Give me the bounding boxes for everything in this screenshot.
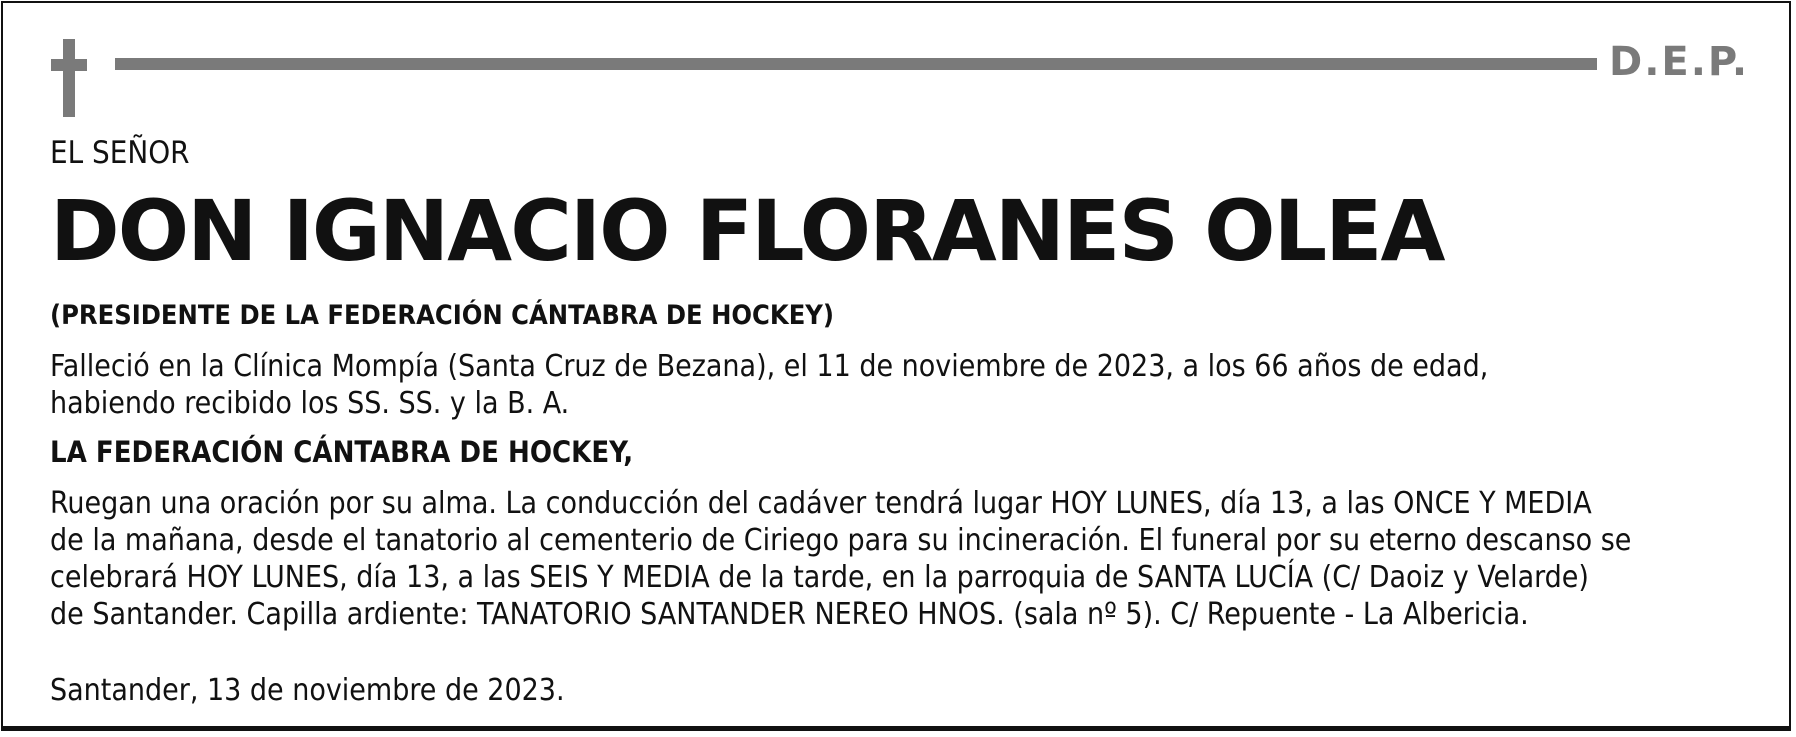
organization-name: LA FEDERACIÓN CÁNTABRA DE HOCKEY,: [50, 435, 634, 469]
place-date: Santander, 13 de noviembre de 2023.: [50, 673, 565, 708]
header-rule: [115, 58, 1597, 70]
death-paragraph: [50, 348, 1488, 422]
cross-icon: [51, 39, 87, 117]
details-line: celebrará HOY LUNES, día 13, a las SEIS Y MEDIA de la tarde, en la parroquia de SANTA LUCÍA (C/ Daoiz y Velarde): [50, 560, 1589, 595]
details-paragraph: [50, 485, 1631, 633]
obituary-notice: [1, 1, 1791, 731]
details-line: de la mañana, desde el tanatorio al cementerio de Ciriego para su incineración. El funeral por su eterno descanso se: [50, 523, 1632, 558]
death-line: habiendo recibido los SS. SS. y la B. A.: [50, 386, 570, 421]
details-line: de Santander. Capilla ardiente: TANATORIO SANTANDER NEREO HNOS. (sala nº 5). C/ Repuente - La Albericia.: [50, 597, 1529, 632]
details-line: Ruegan una oración por su alma. La conducción del cadáver tendrá lugar HOY LUNES, día 13, a las ONCE Y MEDIA: [50, 486, 1592, 521]
dep-label: D.E.P.: [1609, 39, 1750, 85]
deceased-role: (PRESIDENTE DE LA FEDERACIÓN CÁNTABRA DE HOCKEY): [50, 300, 834, 331]
honorific: EL SEÑOR: [50, 135, 190, 171]
death-line: Falleció en la Clínica Mompía (Santa Cruz de Bezana), el 11 de noviembre de 2023, a los 66 años de edad,: [50, 349, 1489, 384]
deceased-name: DON IGNACIO FLORANES OLEA: [50, 182, 1444, 280]
